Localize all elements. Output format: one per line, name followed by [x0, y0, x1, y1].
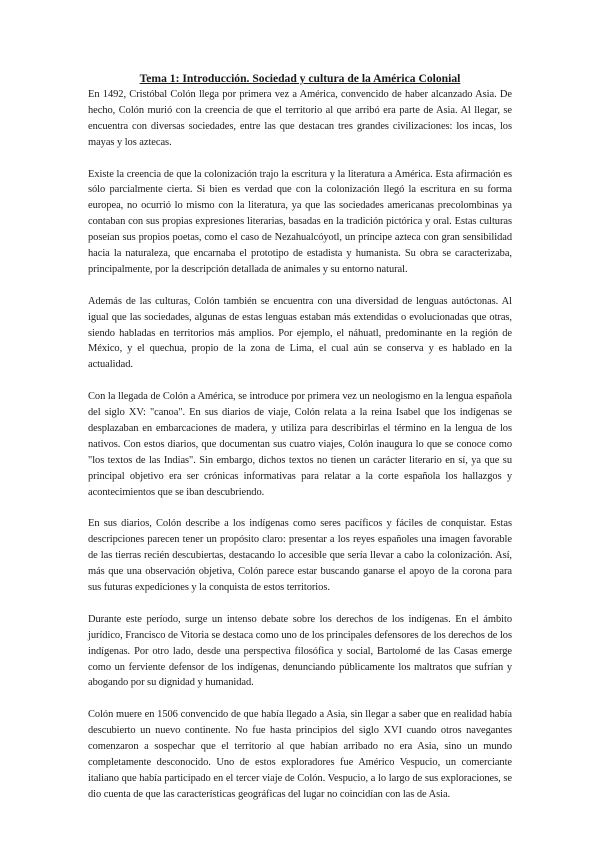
paragraph-1: En 1492, Cristóbal Colón llega por primera vez a América, convencido de haber alcanzado Asia. De hecho, Colón murió con la creencia de que el territorio al que arribó era parte de Asia. Al llegar, se encuentra con diversas sociedades, entre las que destacan tres grandes civilizaciones: los incas, los mayas y los aztecas. [88, 89, 512, 148]
paragraph-gap [88, 373, 512, 389]
document-title: Tema 1: Introducción. Sociedad y cultura de la América Colonial [139, 72, 461, 85]
paragraph-gap [88, 501, 512, 517]
paragraph-2: Existe la creencia de que la colonización trajo la escritura y la literatura a América. Esta afirmación es sólo parcialmente cierta. Si bien es verdad que con la colonización llegó la escritura en su forma europea, no ocurrió lo mismo con la literatura, ya que las sociedades americanas precolombinas ya contaban con sus propias expresiones literarias, basadas en la tradición pictórica y oral. Estas culturas poseían sus propios poetas, como el caso de Nezahualcóyotl, un príncipe azteca con gran sensibilidad hacia la naturaleza, que encarnaba el prototipo de estadista y humanista. Su obra se caracterizaba, principalmente, por la descripción detallada de animales y su entorno natural. [88, 168, 512, 275]
paragraph-6: Durante este período, surge un intenso debate sobre los derechos de los indígenas. En el ámbito jurídico, Francisco de Vitoria se destaca como uno de los principales defensores de los derechos de los indígenas. Por otro lado, desde una perspectiva filosófica y social, Bartolomé de las Casas emerge como un ferviente defensor de los indígenas, denunciando públicamente los maltratos que sufrían y abogando por su dignidad y humanidad. [88, 613, 512, 689]
paragraph-gap [88, 691, 512, 707]
paragraph-3: Además de las culturas, Colón también se encuentra con una diversidad de lenguas autóctonas. Al igual que las sociedades, algunas de estas lenguas estaban más extendidas o evolucionadas que otras, siendo habladas en territorios más amplios. Por ejemplo, el náhuatl, predominante en la región de México, y el quechua, propio de la zona de Lima, el cual aún se conserva y es hablado en la actualidad. [88, 295, 512, 371]
paragraph-gap [88, 151, 512, 167]
paragraph-gap [88, 596, 512, 612]
paragraph-7: Colón muere en 1506 convencido de que había llegado a Asia, sin llegar a saber que en realidad había descubierto un nuevo continente. No fue hasta principios del siglo XVI cuando otros navegantes comenzaron a sospechar que el territorio al que habían arribado no era Asia, sino un mundo completamente desconocido. Uno de estos exploradores fue Américo Vespucio, un comerciante italiano que había participado en el tercer viaje de Colón. Vespucio, a lo largo de sus exploraciones, se dio cuenta de que las características geográficas del lugar no coincidían con las de Asia. [88, 709, 512, 800]
paragraph-4: Con la llegada de Colón a América, se introduce por primera vez un neologismo en la lengua española del siglo XV: "canoa". En sus diarios de viaje, Colón relata a la reina Isabel que los indígenas se desplazaban en embarcaciones de madera, y utiliza para describirlas el término en la lengua de los nativos. Con estos diarios, que documentan sus cuatro viajes, Colón inaugura lo que se conoce como "los textos de las Indias". Sin embargo, dichos textos no tienen un carácter literario en sí, ya que su principal objetivo era ser crónicas informativas para relatar a la corte española los hallazgos y acontecimientos que se iban descubriendo. [88, 391, 512, 498]
paragraph-5: En sus diarios, Colón describe a los indígenas como seres pacíficos y fáciles de conquistar. Estas descripciones parecen tener un propósito claro: presentar a los reyes españoles una imagen favorable de las tierras recién descubiertas, destacando lo accesible que sería llevar a cabo la colonización. Así, más que una observación objetiva, Colón parece estar buscando ganarse el apoyo de la corona para sus futuras expediciones y la conquista de estos territorios. [88, 518, 512, 594]
paragraph-gap [88, 278, 512, 294]
